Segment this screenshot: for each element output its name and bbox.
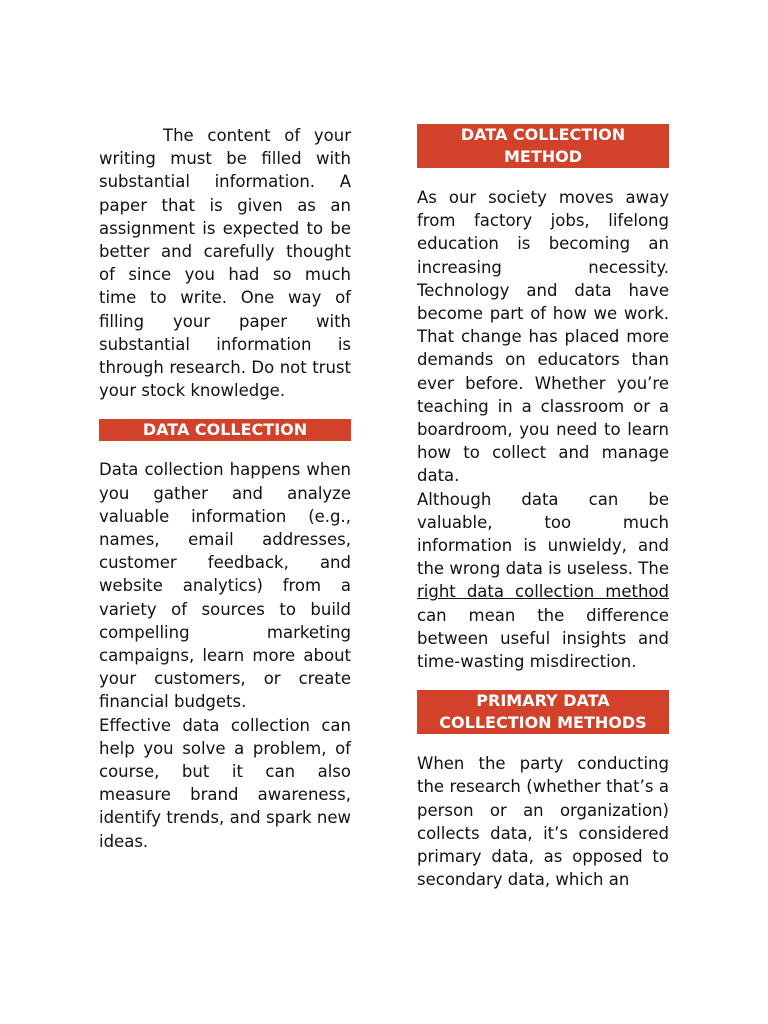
left-column (99, 124, 351, 853)
intro-paragraph: The content of your writing must be filled with substantial information. A paper that is given as an assignment is expected to be better and carefully thought of since you had so much time to write. One way of filling your paper with substantial information is through research. Do not trust your stock knowledge. (99, 126, 351, 401)
paragraph-2-end: can mean the difference between useful insights and time-wasting misdirection. (417, 605, 669, 672)
right-data-collection-method-link[interactable]: right data collection method (417, 582, 669, 602)
data-collection-paragraph-2: Effective data collection can help you solve a problem, of course, but it can also measure brand awareness, identify trends, and spark new ideas. (99, 715, 351, 851)
data-collection-heading: DATA COLLECTION (99, 419, 351, 441)
data-collection-paragraph-1: Data collection happens when you gather and analyze valuable information (e.g., names, email addresses, customer feedback, and website analytics) from a variety of sources to build compelling marketing campaigns, learn more about your customers, or create financial budgets. (99, 460, 351, 712)
right-column (417, 124, 669, 891)
data-collection-method-paragraph-1: As our society moves away from factory jobs, lifelong education is becoming an increasing necessity. Technology and data have become part of how we work. That change has placed more demands on educators than ever before. Whether you’re teaching in a classroom or a boardroom, you need to learn how to collect and manage data. (417, 188, 669, 486)
data-collection-method-heading: DATA COLLECTION METHOD (417, 124, 669, 168)
primary-data-collection-methods-heading: PRIMARY DATA COLLECTION METHODS (417, 690, 669, 734)
primary-data-paragraph: When the party conducting the research (whether that’s a person or an organization) collects data, it’s considered primary data, as opposed to secondary data, which an (417, 754, 669, 890)
data-collection-method-paragraph-2 (417, 488, 669, 674)
paragraph-2-start: Although data can be valuable, too much information is unwieldy, and the wrong data is useless. The (417, 489, 669, 579)
